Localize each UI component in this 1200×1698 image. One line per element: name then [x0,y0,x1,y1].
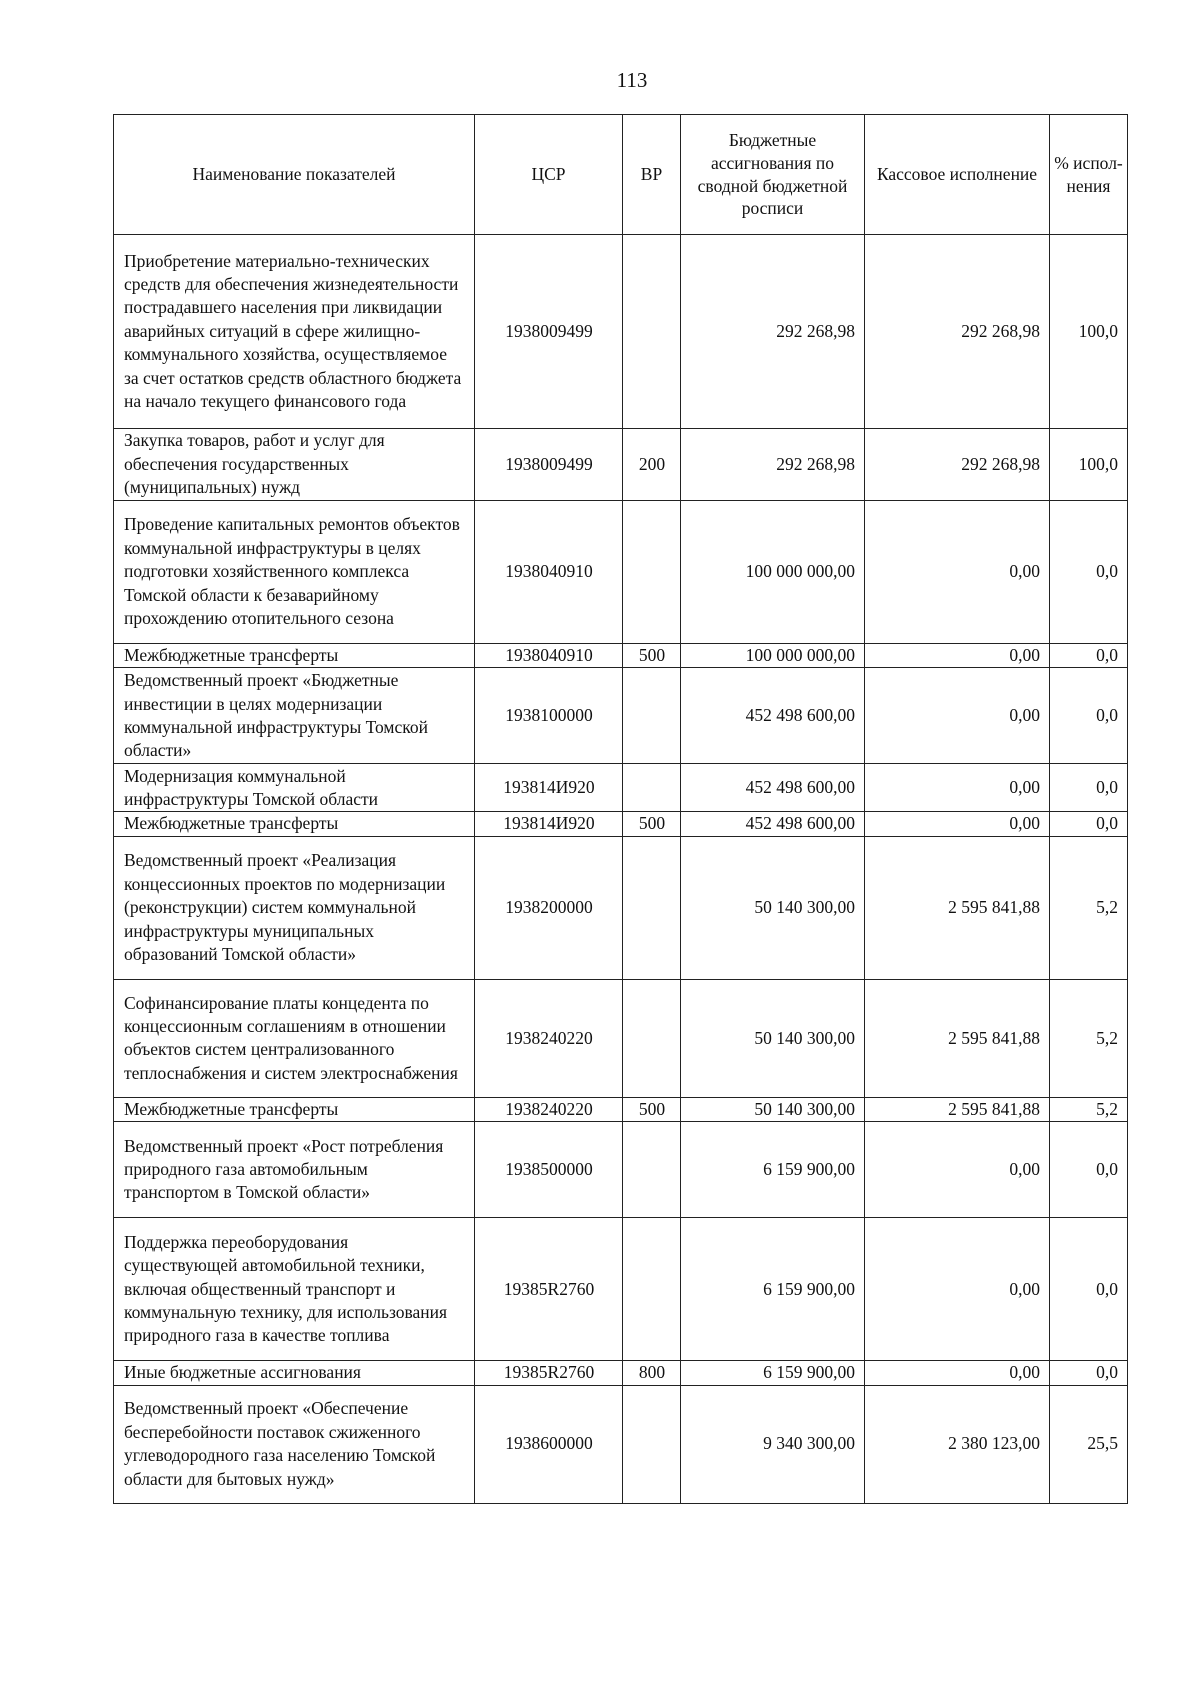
row-vr: 500 [623,812,681,836]
row-name: Ведомственный проект «Бюджетные инвестиции в целях модернизации коммунальной инфраструктуры Томской области» [114,668,475,764]
row-allocations: 452 498 600,00 [681,668,865,764]
row-allocations: 50 140 300,00 [681,979,865,1097]
header-csr: ЦСР [475,115,623,235]
header-allocations: Бюджетные ассигнования по сводной бюджетной росписи [681,115,865,235]
row-execution: 292 268,98 [865,235,1050,429]
row-csr: 1938100000 [475,668,623,764]
row-percent: 0,0 [1050,644,1128,668]
table-row [114,812,1128,836]
row-vr [623,1385,681,1503]
row-name: Ведомственный проект «Рост потребления природного газа автомобильным транспортом в Томской области» [114,1122,475,1218]
table-row [114,979,1128,1097]
row-allocations: 50 140 300,00 [681,836,865,979]
row-allocations: 452 498 600,00 [681,812,865,836]
row-vr [623,235,681,429]
row-vr [623,668,681,764]
table-row [114,235,1128,429]
row-allocations: 452 498 600,00 [681,764,865,812]
budget-execution-table [113,114,1128,1504]
row-name: Приобретение материально-технических средств для обеспечения жизнедеятельности пострадавшего населения при ликвидации аварийных ситуаций в сфере жилищно-коммунального хозяйства, осуществляемое за счет остатков средств областного бюджета на начало текущего финансового года [114,235,475,429]
row-csr: 19385R2760 [475,1218,623,1361]
row-execution: 0,00 [865,501,1050,644]
row-vr [623,1122,681,1218]
header-name: Наименование показателей [114,115,475,235]
table-row [114,644,1128,668]
row-allocations: 100 000 000,00 [681,501,865,644]
row-allocations: 6 159 900,00 [681,1122,865,1218]
row-csr: 1938009499 [475,235,623,429]
row-name: Поддержка переоборудования существующей автомобильной техники, включая общественный транспорт и коммунальную технику, для использования природного газа в качестве топлива [114,1218,475,1361]
row-percent: 5,2 [1050,979,1128,1097]
row-name: Межбюджетные трансферты [114,1097,475,1121]
row-name: Межбюджетные трансферты [114,644,475,668]
row-execution: 0,00 [865,1361,1050,1385]
row-percent: 5,2 [1050,1097,1128,1121]
row-csr: 1938240220 [475,1097,623,1121]
row-allocations: 6 159 900,00 [681,1361,865,1385]
row-execution: 292 268,98 [865,429,1050,501]
row-allocations: 100 000 000,00 [681,644,865,668]
row-allocations: 50 140 300,00 [681,1097,865,1121]
row-csr: 193814И920 [475,812,623,836]
header-percent: % испол-нения [1050,115,1128,235]
row-percent: 100,0 [1050,235,1128,429]
row-name: Ведомственный проект «Обеспечение бесперебойности поставок сжиженного углеводородного газа населению Томской области для бытовых нужд» [114,1385,475,1503]
row-percent: 0,0 [1050,668,1128,764]
row-vr: 200 [623,429,681,501]
row-csr: 1938600000 [475,1385,623,1503]
row-name: Закупка товаров, работ и услуг для обеспечения государственных (муниципальных) нужд [114,429,475,501]
row-vr: 800 [623,1361,681,1385]
row-name: Ведомственный проект «Реализация концессионных проектов по модернизации (реконструкции) систем коммунальной инфраструктуры муниципальных образований Томской области» [114,836,475,979]
row-percent: 0,0 [1050,1122,1128,1218]
row-csr: 1938040910 [475,644,623,668]
row-execution: 2 595 841,88 [865,836,1050,979]
table-row [114,836,1128,979]
row-name: Модернизация коммунальной инфраструктуры Томской области [114,764,475,812]
row-percent: 25,5 [1050,1385,1128,1503]
row-vr [623,979,681,1097]
row-percent: 0,0 [1050,501,1128,644]
row-execution: 0,00 [865,644,1050,668]
row-percent: 0,0 [1050,1218,1128,1361]
table-row [114,1097,1128,1121]
table-row [114,429,1128,501]
row-csr: 1938009499 [475,429,623,501]
table-row [114,501,1128,644]
row-csr: 1938240220 [475,979,623,1097]
row-percent: 100,0 [1050,429,1128,501]
row-vr: 500 [623,644,681,668]
row-allocations: 6 159 900,00 [681,1218,865,1361]
row-csr: 193814И920 [475,764,623,812]
row-vr [623,1218,681,1361]
row-percent: 0,0 [1050,764,1128,812]
row-vr: 500 [623,1097,681,1121]
row-csr: 1938040910 [475,501,623,644]
row-percent: 0,0 [1050,812,1128,836]
table-row [114,1361,1128,1385]
row-execution: 2 595 841,88 [865,979,1050,1097]
table-row [114,764,1128,812]
header-execution: Кассовое исполнение [865,115,1050,235]
table-row [114,668,1128,764]
table-header-row [114,115,1128,235]
row-csr: 1938500000 [475,1122,623,1218]
row-name: Иные бюджетные ассигнования [114,1361,475,1385]
row-execution: 0,00 [865,764,1050,812]
row-execution: 0,00 [865,668,1050,764]
row-execution: 0,00 [865,812,1050,836]
row-csr: 1938200000 [475,836,623,979]
table-row [114,1122,1128,1218]
row-allocations: 292 268,98 [681,429,865,501]
row-execution: 0,00 [865,1218,1050,1361]
row-vr [623,764,681,812]
row-vr [623,501,681,644]
row-percent: 5,2 [1050,836,1128,979]
table-row [114,1218,1128,1361]
table-row [114,1385,1128,1503]
row-execution: 2 380 123,00 [865,1385,1050,1503]
row-vr [623,836,681,979]
row-percent: 0,0 [1050,1361,1128,1385]
row-allocations: 292 268,98 [681,235,865,429]
row-name: Межбюджетные трансферты [114,812,475,836]
row-execution: 2 595 841,88 [865,1097,1050,1121]
page-number: 113 [616,68,648,92]
header-vr: ВР [623,115,681,235]
row-name: Софинансирование платы концедента по концессионным соглашениям в отношении объектов систем централизованного теплоснабжения и систем электроснабжения [114,979,475,1097]
row-allocations: 9 340 300,00 [681,1385,865,1503]
row-execution: 0,00 [865,1122,1050,1218]
row-name: Проведение капитальных ремонтов объектов коммунальной инфраструктуры в целях подготовки хозяйственного комплекса Томской области к безаварийному прохождению отопительного сезона [114,501,475,644]
row-csr: 19385R2760 [475,1361,623,1385]
